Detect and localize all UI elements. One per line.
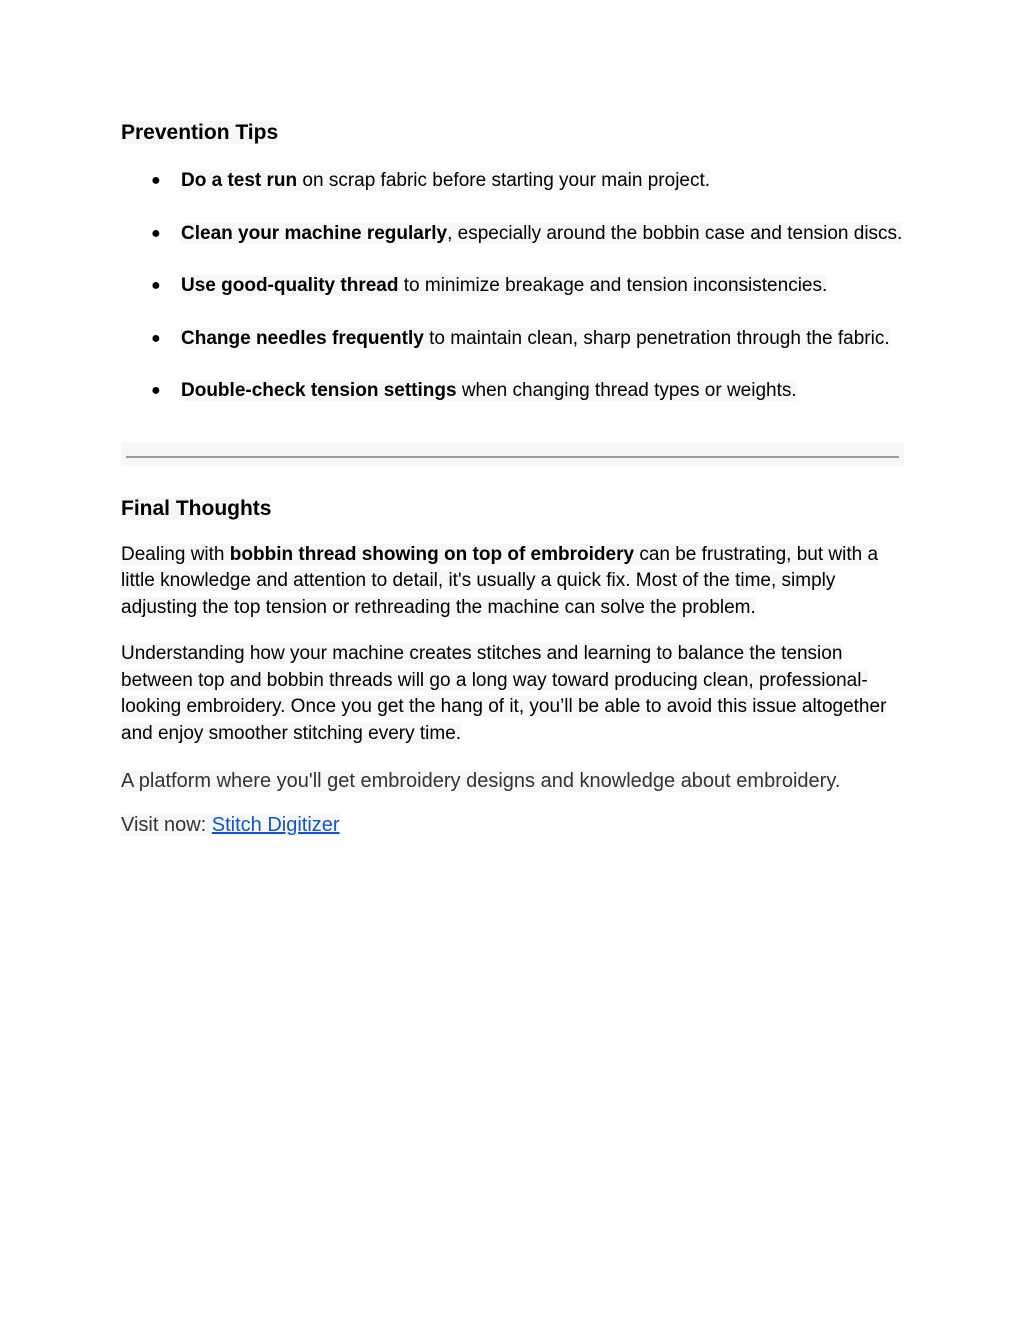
document-page: [121, 118, 904, 839]
tip-bold: Use good-quality thread: [181, 275, 399, 296]
list-item: [121, 273, 904, 300]
prevention-tips-list: [121, 168, 904, 405]
tip-bold: Do a test run: [181, 170, 298, 191]
divider-line: [126, 456, 899, 458]
horizontal-rule: [121, 442, 904, 466]
prevention-tips-heading: Prevention Tips: [121, 121, 279, 144]
tip-bold: Change needles frequently: [181, 327, 424, 349]
tip-text: on scrap fabric before starting your main project.: [297, 170, 711, 191]
stitch-digitizer-link[interactable]: Stitch Digitizer: [211, 814, 340, 836]
list-item: [121, 221, 904, 248]
bullet-icon: ●: [151, 382, 161, 399]
tip-text: when changing thread types or weights.: [456, 380, 797, 401]
final-thoughts-heading: Final Thoughts: [121, 496, 272, 520]
tip-bold: Double-check tension settings: [181, 380, 457, 401]
visit-line: [121, 811, 904, 839]
paragraph-bold-phrase: bobbin thread showing on top of embroidery: [229, 543, 635, 565]
bullet-icon: ●: [151, 277, 161, 294]
paragraph-understanding: Understanding how your machine creates stitches and learning to balance the tension between top and bobbin threads will go a long way toward producing clean, professional-looking embroidery. Once you get the hang of it, you’ll be able to avoid this issue altogether and enjoy smoother stitching every time.: [121, 643, 887, 744]
visit-label: Visit now:: [121, 814, 212, 836]
bullet-icon: ●: [151, 224, 161, 242]
tip-text: , especially around the bobbin case and tension discs.: [447, 222, 903, 244]
bullet-icon: ●: [151, 172, 161, 189]
tip-text: to minimize breakage and tension inconsistencies.: [398, 275, 828, 296]
paragraph-intro: Dealing with bobbin thread showing on top of embroidery can be frustrating, but with a little knowledge and attention to detail, it's usually a quick fix. Most of the time, simply adjusting the top tension or rethreading the machine can solve the problem.: [121, 543, 879, 618]
tip-text: to maintain clean, sharp penetration through the fabric.: [423, 327, 890, 349]
bullet-icon: ●: [151, 329, 161, 347]
list-item: [121, 378, 904, 405]
promo-text: A platform where you'll get embroidery designs and knowledge about embroidery.: [121, 770, 841, 792]
list-item: [121, 168, 904, 195]
list-item: [121, 326, 904, 353]
tip-bold: Clean your machine regularly: [181, 222, 448, 244]
